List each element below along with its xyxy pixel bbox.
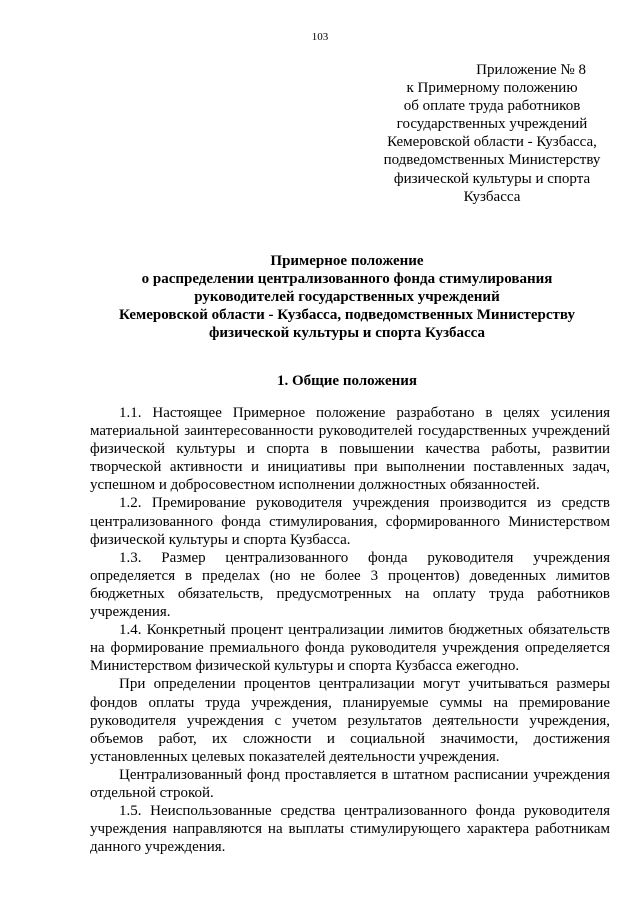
section-heading: 1. Общие положения: [276, 373, 418, 389]
paragraph-1-2: 1.2. Премирование руководителя учреждения производится из средств централизованного фонда стимулирования, сформированного Министерством физической культуры и спорта Кузбасса.: [90, 495, 610, 548]
title-line: физической культуры и спорта Кузбасса: [209, 325, 485, 342]
title-line: Примерное положение: [270, 253, 424, 269]
appendix-line: государственных учреждений: [396, 116, 588, 133]
appendix-line: подведомственных Министерству: [383, 152, 601, 169]
document-title: [80, 252, 614, 342]
page-number: 103: [311, 31, 329, 43]
appendix-line: об оплате труда работников: [403, 98, 581, 115]
paragraph-1-1: 1.1. Настоящее Примерное положение разработано в целях усиления материальной заинтересованности руководителей государственных учреждений физической культуры и спорта в повышении качества работы, развитии творческой активности и инициативы при выполнении поставленных задач, успешном и добросовестном исполнении должностных обязанностей.: [90, 405, 610, 494]
paragraph-centralization: При определении процентов централизации могут учитываться размеры фондов оплаты труда учреждения, планируемые суммы на премирование руководителя учреждения с учетом результатов деятельности учреждения, объемов работ, их сложности и социальной значимости, достижения установленных целевых показателей деятельности учреждения.: [90, 676, 610, 765]
appendix-block: [372, 61, 612, 206]
paragraph-1-4: 1.4. Конкретный процент централизации лимитов бюджетных обязательств на формирование премиального фонда руководителя учреждения определяется Министерством физической культуры и спорта Кузбасса ежегодно.: [90, 622, 610, 675]
paragraph-1-3: 1.3. Размер централизованного фонда руководителя учреждения определяется в пределах (но не более 3 процентов) доведенных лимитов бюджетных обязательств, предусмотренных на оплату труда работников учреждения.: [90, 549, 610, 621]
appendix-line: Кемеровской области - Кузбасса,: [387, 134, 597, 151]
paragraph-staff-schedule: Централизованный фонд проставляется в штатном расписании учреждения отдельной строкой.: [90, 766, 610, 801]
title-line: руководителей государственных учреждений: [194, 289, 500, 306]
section-body: [90, 404, 610, 856]
appendix-line: физической культуры и спорта: [393, 170, 591, 187]
title-line: Кемеровской области - Кузбасса, подведомственных Министерству: [119, 307, 575, 324]
title-line: о распределении централизованного фонда стимулирования: [141, 271, 553, 288]
appendix-line: к Примерному положению: [406, 80, 578, 97]
appendix-line: Кузбасса: [463, 188, 521, 205]
paragraph-1-5: 1.5. Неиспользованные средства централизованного фонда руководителя учреждения направляются на выплаты стимулирующего характера работникам данного учреждения.: [90, 803, 610, 856]
appendix-number: Приложение № 8: [476, 62, 586, 78]
